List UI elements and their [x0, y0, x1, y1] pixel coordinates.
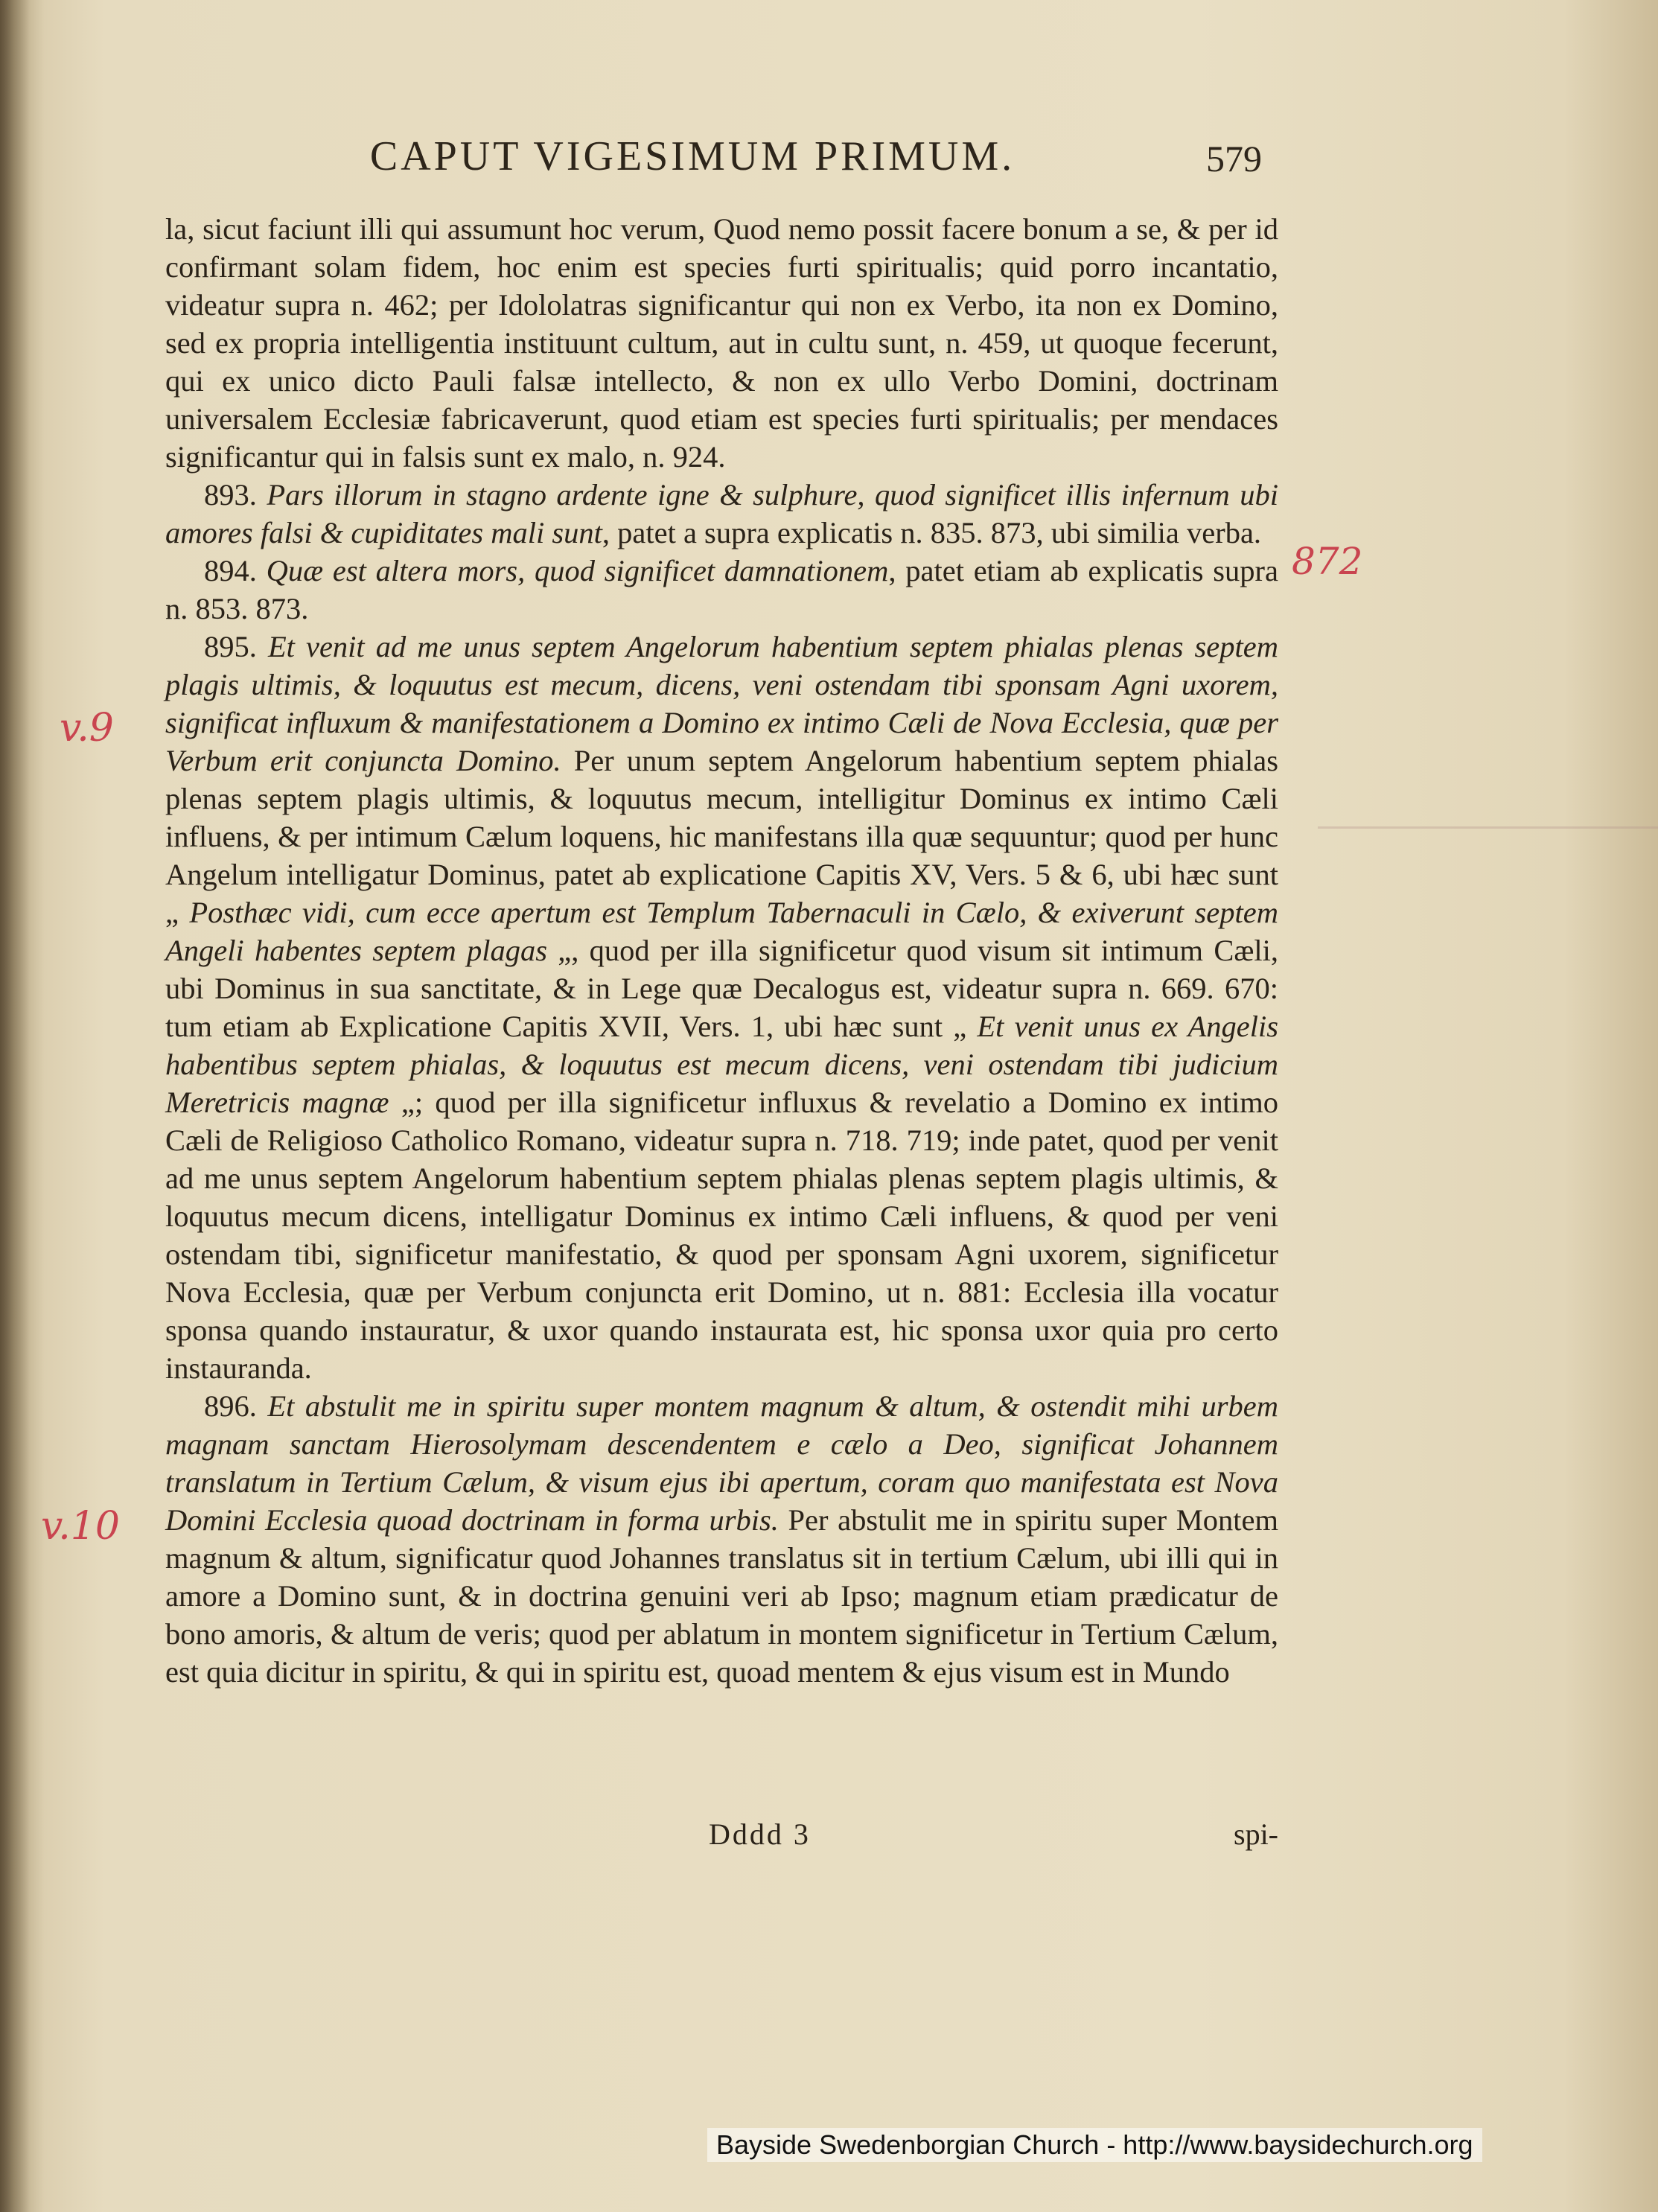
body-text: „; quod per illa significetur influxus & revelatio a Domino ex intimo Cæli de Religioso Catholico Romano, videatur supra n. 718. 719; inde patet, quod per venit ad me unus septem Angelorum habentium septem phialas plenas septem plagis ultimis, & loquutus mecum dicens, intelligatur Dominus ex intimo Cæli influens, & quod per veni ostendam tibi, significetur manifestatio, & quod per sponsam Agni uxorem, significetur Nova Ecclesia, quæ per Verbum conjuncta erit Domino, ut n. 881: Ecclesia illa vocatur sponsa quando instauratur, & uxor quando instaurata est, hic sponsa uxor quia pro certo instauranda. [165, 1086, 1278, 1385]
margin-note-verse-9: v.9 [60, 706, 114, 750]
bleed-through-smudge [1318, 826, 1658, 918]
body-text: „, quod per illa significetur quod visum sit intimum Cæli, ubi Dominus in sua sanctitate, & in Lege quæ Decalogus est, videatur supra n. 669. 670: tum etiam ab Explicatione Capitis XVII, Vers. 1, ubi hæc sunt „ [165, 934, 1278, 1043]
signature-mark: Dddd 3 [709, 1817, 811, 1851]
body-text: 896. [204, 1389, 268, 1423]
page-footer [165, 1817, 1278, 1861]
paragraph-893 [165, 476, 1278, 552]
running-title: CAPUT VIGESIMUM PRIMUM. [369, 133, 1015, 179]
margin-correction-872: 872 [1292, 540, 1363, 583]
paragraph-895 [165, 628, 1278, 1387]
text-block [165, 210, 1278, 1691]
lemma-italic: Et venit ad me unus septem Angelorum habentium septem phialas plenas septem plagis ultimis, & loquutus est mecum, dicens, veni ostendam tibi sponsam Agni uxorem, significat influxum & manifestationem a Domino ex intimo Cæli de Nova Ecclesia, quæ per Verbum erit conjuncta Domino. [165, 630, 1279, 777]
catchword: spi- [1234, 1817, 1278, 1851]
margin-note-verse-10: v.10 [41, 1504, 120, 1549]
body-text: , patet a supra explicatis n. 835. 873, ubi similia verba. [602, 516, 1262, 549]
lemma-italic: Posthæc vidi, cum ecce apertum est Templum Tabernaculi in Cælo, & exiverunt septem Angeli habentes septem plagas [165, 896, 1278, 967]
page-number: 579 [1206, 138, 1262, 179]
body-text: la, sicut faciunt illi qui assumunt hoc verum, Quod nemo possit facere bonum a se, & per id confirmant solam fidem, hoc enim est species furti spiritualis; quid porro incantatio, videatur supra n. 462; per Idololatras significantur qui non ex Verbo, ita non ex Domino, sed ex propria intelligentia instituunt cultum, aut in cultu sunt, n. 459, ut quoque fecerunt, qui ex unico dicto Pauli falsæ intellecto, & non ex ullo Verbo Domini, doctrinam universalem Ecclesiæ fabricaverunt, quod etiam est species furti spiritualis; per mendaces significantur qui in falsis sunt ex malo, n. 924. [165, 212, 1278, 474]
gutter-shadow [0, 0, 30, 2212]
lemma-italic: Et abstulit me in spiritu super montem magnum & altum, & ostendit mihi urbem magnam sanctam Hierosolymam descendentem e cælo a Deo, significat Johannem translatum in Tertium Cælum, & visum ejus ibi apertum, coram quo manifestata est Nova Domini Ecclesia quoad doctrinam in forma urbis. [165, 1389, 1278, 1537]
lemma-italic: Et venit unus ex Angelis habentibus septem phialas, & loquutus est mecum dicens, veni ostendam tibi judicium Meretricis magnæ [165, 1010, 1278, 1119]
paragraph-896 [165, 1387, 1278, 1691]
body-text: , patet etiam ab explicatis supra n. 853. 873. [165, 554, 1279, 625]
body-text: 895. [204, 630, 268, 663]
body-text: 894. [204, 554, 267, 587]
body-text: 893. [204, 478, 267, 511]
lemma-italic: Quæ est altera mors, quod significet damnationem [266, 554, 889, 587]
paragraph-continuation [165, 210, 1278, 476]
body-text: Per unum septem Angelorum habentium septem phialas plenas septem plagis ultimis, & loquutus mecum, intelligitur Dominus ex intimo Cæli influens, & per intimum Cælum loquens, hic manifestans illa quæ sequuntur; quod per hunc Angelum intelligatur Dominus, patet ab explicatione Capitis XV, Vers. 5 & 6, ubi hæc sunt „ [165, 744, 1278, 929]
body-text: Per abstulit me in spiritu super Montem magnum & altum, significatur quod Johannes translatus sit in tertium Cælum, ubi illi qui in amore a Domino sunt, & in doctrina genuini veri ab Ipso; magnum etiam prædicatur de bono amoris, & altum de veris; quod per ablatum in montem significetur in Tertium Cælum, est quia dicitur in spiritu, & qui in spiritu est, quoad mentem & ejus visum est in Mundo [165, 1503, 1278, 1689]
watermark-credit: Bayside Swedenborgian Church - http://www.baysidechurch.org [707, 2128, 1482, 2162]
lemma-italic: Pars illorum in stagno ardente igne & sulphure, quod significet illis infernum ubi amores falsi & cupiditates mali sunt [165, 478, 1279, 549]
paragraph-894 [165, 552, 1278, 628]
